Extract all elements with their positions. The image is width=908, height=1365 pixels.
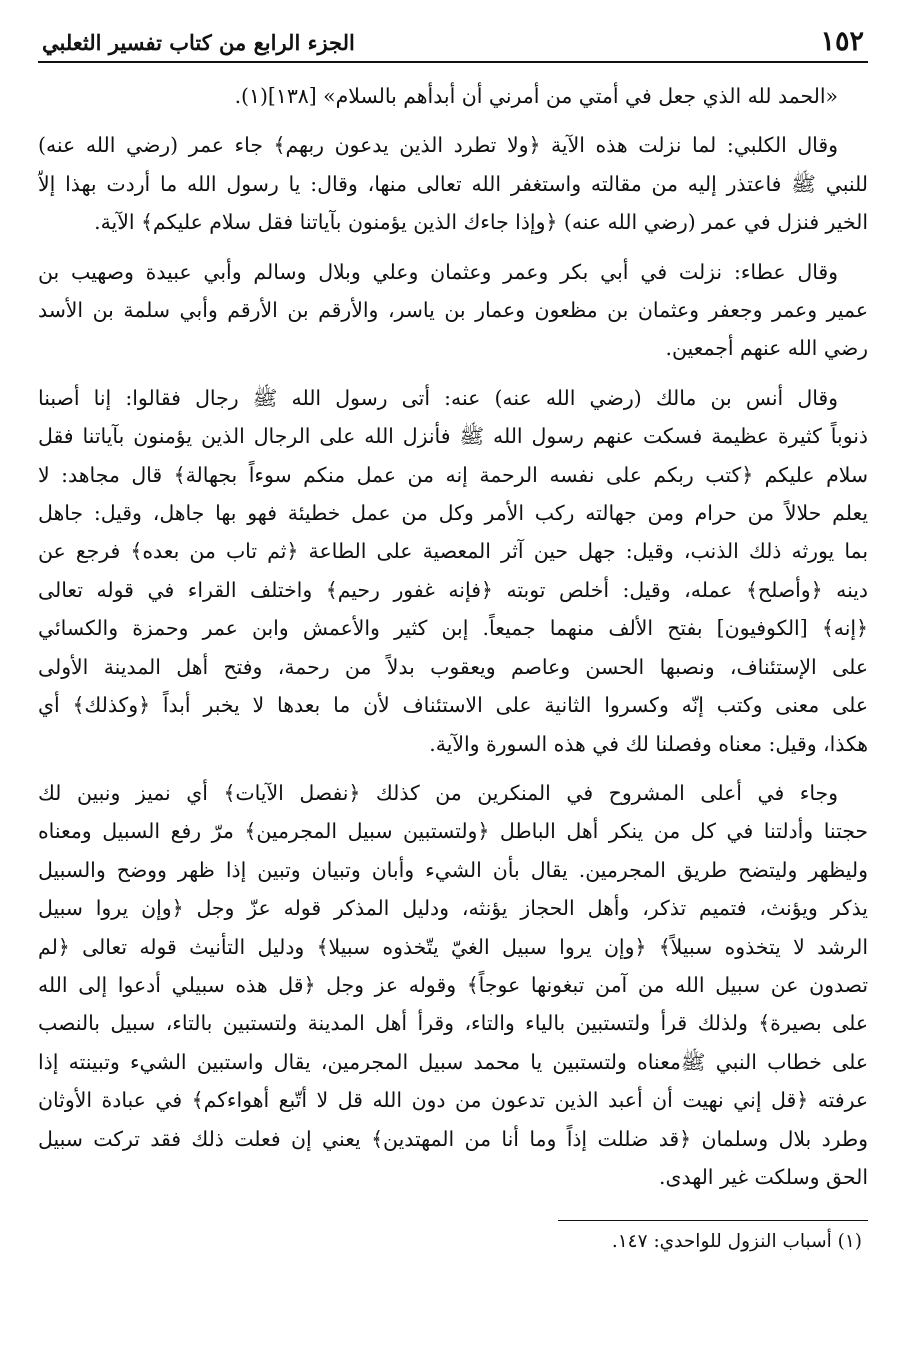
footnote: (١) أسباب النزول للواحدي: ١٤٧. (611, 1231, 862, 1253)
page-number: ١٥٢ (820, 26, 864, 57)
text-line: رضي الله عنهم أجمعين. (665, 336, 868, 361)
paragraph (38, 379, 868, 763)
text-line: وجاء في أعلى المشروح في المنكرين من كذلك ﴿نفصل الآيات﴾ أي نميز ونبين لك (38, 780, 838, 805)
text-line: على الإستئناف، ونصبها الحسن وعاصم ويعقوب بدلاً من رحمة، وفتح أهل المدينة الأولى (38, 654, 868, 679)
text-line: بما يورثه ذلك الذنب، وقيل: جهل حين آثر المعصية على الطاعة ﴿ثم تاب من بعده﴾ فرجع عن (38, 539, 868, 564)
text-line: وليظهر وليتضح طريق المجرمين. يقال بأن الشيء وأبان وتبيان وتبين إذا ظهر ووضح والسبيل (38, 857, 868, 882)
paragraph (38, 126, 868, 241)
footnote-divider (558, 1220, 868, 1221)
paragraph (38, 77, 868, 115)
text-line: «الحمد لله الذي جعل في أمتي من أمرني أن أبدأهم بالسلام» [١٣٨](١). (234, 84, 838, 108)
text-line: على خطاب النبي ﷺمعناه ولتستبين يا محمد سبيل المجرمين، يقال واستبين الشيء وتبينته إذا (38, 1049, 868, 1074)
text-line: الخير فنزل في عمر (رضي الله عنه) ﴿وإذا جاءك الذين يؤمنون بآياتنا فقل سلام عليكم﴾ الآية. (94, 210, 868, 235)
text-line: على معنى وكتب إنّه وكسروا الثانية على الاستئناف لأن ما بعدها لا يخبر أبداً ﴿وكذلك﴾ أي (38, 693, 868, 718)
page-header (38, 28, 868, 63)
text-line: ﴿إنه﴾ [الكوفيون] بفتح الألف منهما جميعاً. إبن كثير والأعمش وابن عمر وحمزة والكسائي (38, 616, 868, 641)
text-line: سلام عليكم ﴿كتب ربكم على نفسه الرحمة إنه من عمل منكم سوءاً بجهالة﴾ قال مجاهد: لا (38, 462, 868, 487)
paragraph (38, 774, 868, 1196)
text-line: للنبي ﷺ فاعتذر إليه من مقالته واستغفر الله تعالى منها، وقال: يا رسول الله ما أردت بهذا إلاّ (38, 171, 868, 196)
text-line: على بصيرة﴾ ولذلك قرأ ولتستبين بالياء والتاء، وقرأ أهل المدينة ولتستبين بالتاء، سبيل بالنصب (38, 1011, 868, 1036)
text-line: عمير وعمر وجعفر وعثمان بن مظعون وعمار بن ياسر، والأرقم بن الأرقم وأبي سلمة بن الأسد (38, 298, 868, 323)
text-line: وقال الكلبي: لما نزلت هذه الآية ﴿ولا تطرد الذين يدعون ربهم﴾ جاء عمر (رضي الله عنه) (38, 133, 838, 158)
running-title: الجزء الرابع من كتاب تفسير الثعلبي (42, 29, 355, 55)
text-line: تصدون عن سبيل الله من آمن تبغونها عوجاً﴾ وقوله عز وجل ﴿قل هذه سبيلي أدعوا إلى الله (38, 972, 868, 997)
text-line: حجتنا وأدلتنا في كل من ينكر أهل الباطل ﴿ولتستبين سبيل المجرمين﴾ مرّ رفع السبيل ومعناه (38, 819, 868, 844)
text-line: وقال عطاء: نزلت في أبي بكر وعمر وعثمان وعلي وبلال وسالم وأبي عبيدة وصهيب بن (38, 259, 838, 284)
text-line: يذكر ويؤنث، فتميم تذكر، وأهل الحجاز يؤنثه، ودليل المذكر قوله عزّ وجل ﴿وإن يروا سبيل (38, 896, 868, 921)
text-line: وطرد بلال وسلمان ﴿قد ضللت إذاً وما أنا من المهتدين﴾ يعني إن فعلت ذلك فقد تركت سبيل (38, 1126, 868, 1151)
text-line: ذنوباً كثيرة عظيمة فسكت عنهم رسول الله ﷺ فأنزل الله على الرجال الذين يؤمنون بآياتنا فقل (38, 424, 868, 449)
text-line: يعلم حلالاً من حرام ومن جهالته ركب الأمر وكل من عمل خطيئة فهو بها جاهل، وقيل: جاهل (38, 501, 868, 526)
page-body (38, 77, 868, 1196)
text-line: وقال أنس بن مالك (رضي الله عنه) عنه: أتى رسول الله ﷺ رجال فقالوا: إنا أصبنا (38, 385, 838, 410)
text-line: دينه ﴿وأصلح﴾ عمله، وقيل: أخلص توبته ﴿فإنه غفور رحيم﴾ واختلف القراء في قوله تعالى (38, 577, 868, 602)
paragraph (38, 253, 868, 368)
text-line: هكذا، وقيل: معناه وفصلنا لك في هذه السورة والآية. (429, 731, 868, 756)
text-line: الرشد لا يتخذوه سبيلاً﴾ ﴿وإن يروا سبيل الغيّ يتّخذوه سبيلا﴾ ودليل التأنيث قوله تعالى ﴿لم (38, 934, 868, 959)
text-line: الحق وسلكت غير الهدى. (659, 1164, 868, 1189)
text-line: عرفته ﴿قل إني نهيت أن أعبد الذين تدعون من دون الله قل لا أتّبع أهواءكم﴾ في عبادة الأوثان (38, 1088, 868, 1113)
